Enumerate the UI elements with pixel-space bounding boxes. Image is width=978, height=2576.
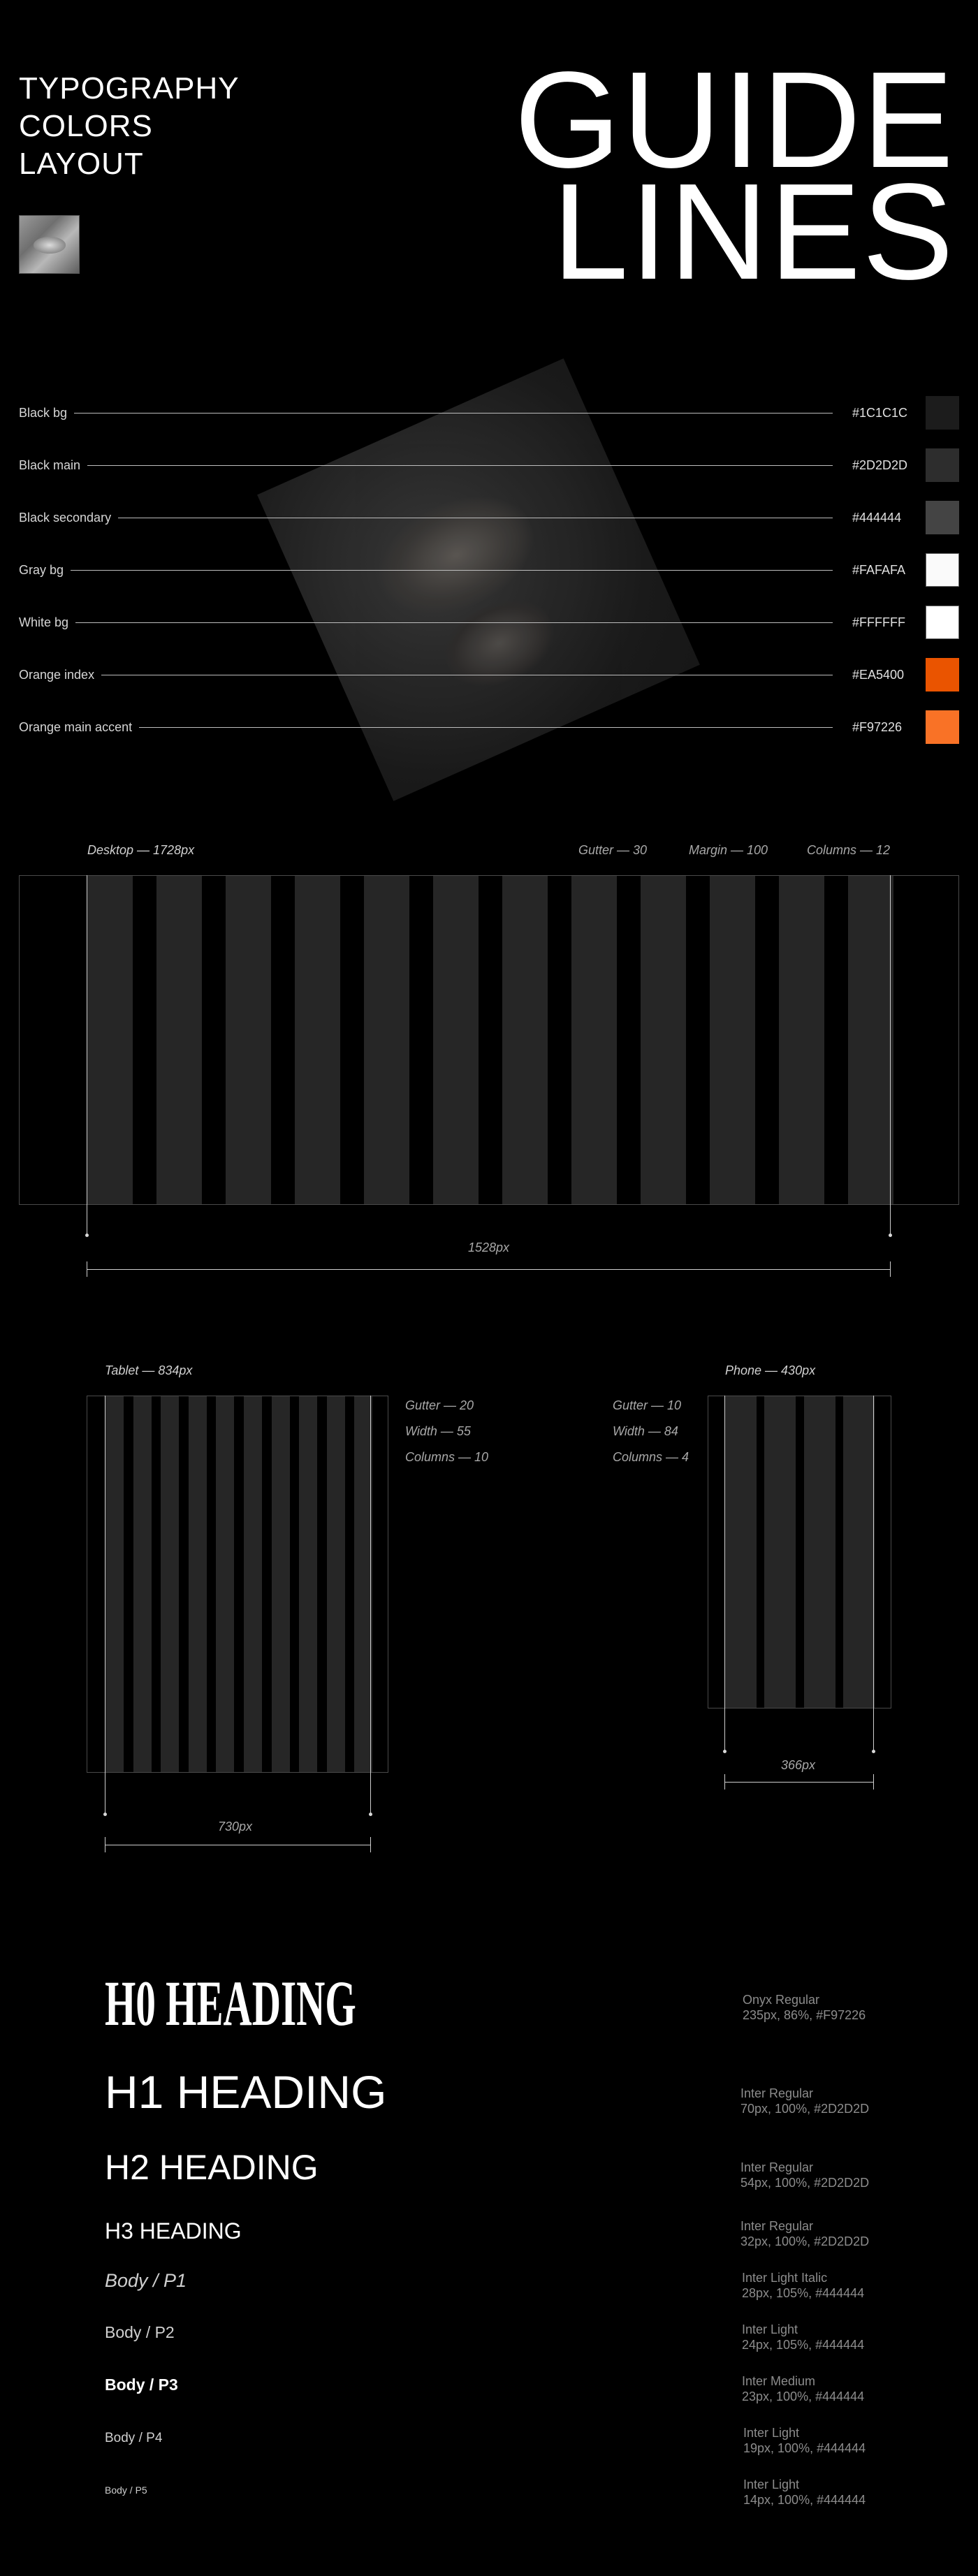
section-nav — [19, 70, 240, 183]
grid-column — [804, 1396, 835, 1708]
phone-right-dot — [872, 1750, 875, 1753]
phone-right-guide — [873, 1396, 874, 1752]
color-name: White bg — [19, 615, 69, 629]
type-spec-details: 28px, 105%, #444444 — [742, 2286, 865, 2300]
color-name: Orange index — [19, 667, 95, 682]
grid-column — [133, 1396, 152, 1772]
type-spec — [740, 2086, 869, 2116]
tablet-width-label: 730px — [218, 1820, 253, 1834]
grid-column — [161, 1396, 179, 1772]
desktop-margin: Margin — 100 — [689, 843, 768, 857]
phone-label: Phone — 430px — [725, 1363, 816, 1377]
color-row — [19, 396, 959, 430]
color-swatch[interactable] — [926, 606, 959, 639]
type-sample: Body / P5 — [105, 2484, 147, 2496]
desktop-gutter: Gutter — 30 — [578, 843, 648, 857]
tablet-right-guide — [370, 1396, 371, 1815]
color-row — [19, 553, 959, 587]
preview-thumbnail[interactable] — [19, 215, 80, 274]
tablet-left-dot — [103, 1813, 107, 1816]
color-hex[interactable]: #F97226 — [852, 719, 903, 734]
phone-grid-frame — [708, 1396, 891, 1708]
type-spec-font: Inter Regular — [740, 2086, 814, 2100]
title-line-guide: GUIDE — [514, 43, 955, 196]
type-spec — [742, 2322, 864, 2352]
color-name: Gray bg — [19, 562, 64, 577]
nav-layout[interactable]: LAYOUT — [19, 147, 144, 181]
desktop-right-guide — [890, 875, 891, 1236]
phone-measure-tick-right — [873, 1774, 874, 1790]
grid-column — [87, 876, 133, 1204]
tablet-grid-frame — [87, 1396, 388, 1773]
grid-column — [843, 1396, 875, 1708]
color-hex[interactable]: #444444 — [852, 510, 902, 525]
grid-column — [641, 876, 686, 1204]
type-spec-font: Onyx Regular — [743, 1993, 820, 2007]
type-sample: Body / P2 — [105, 2323, 175, 2341]
grid-column — [779, 876, 824, 1204]
type-spec — [743, 2477, 866, 2508]
type-sample: Body / P4 — [105, 2431, 163, 2445]
phone-width: Width — 84 — [613, 1424, 678, 1438]
grid-column — [725, 1396, 757, 1708]
color-swatch[interactable] — [926, 396, 959, 430]
type-spec-font: Inter Medium — [742, 2374, 816, 2388]
tablet-gutter: Gutter — 20 — [405, 1398, 474, 1412]
tablet-measure-tick-right — [370, 1837, 371, 1852]
color-name: Orange main accent — [19, 719, 133, 734]
desktop-right-dot — [889, 1234, 892, 1237]
desktop-width-label: 1528px — [468, 1241, 510, 1254]
nav-typography[interactable]: TYPOGRAPHY — [19, 71, 240, 105]
color-row — [19, 501, 959, 534]
color-leader-line — [71, 570, 833, 571]
color-hex[interactable]: #1C1C1C — [852, 405, 908, 420]
color-name: Black bg — [19, 405, 68, 420]
type-spec — [743, 2425, 866, 2456]
type-spec — [743, 1992, 866, 2023]
color-name: Black secondary — [19, 510, 112, 525]
type-sample: Body / P3 — [105, 2376, 178, 2394]
phone-width-label: 366px — [781, 1758, 816, 1772]
type-spec-font: Inter Regular — [740, 2219, 814, 2233]
grid-column — [189, 1396, 207, 1772]
type-spec-details: 54px, 100%, #2D2D2D — [740, 2176, 870, 2190]
phone-measure-tick-left — [724, 1774, 725, 1790]
type-spec-details: 32px, 100%, #2D2D2D — [740, 2234, 870, 2248]
color-swatch[interactable] — [926, 553, 959, 587]
desktop-columns: Columns — 12 — [807, 843, 891, 857]
grid-column — [156, 876, 202, 1204]
type-spec-font: Inter Light — [742, 2322, 798, 2336]
grid-column — [571, 876, 617, 1204]
color-row — [19, 658, 959, 691]
tablet-label: Tablet — 834px — [105, 1363, 193, 1377]
grid-column — [105, 1396, 124, 1772]
phone-measure-line — [724, 1782, 874, 1783]
type-spec-details: 235px, 86%, #F97226 — [743, 2008, 866, 2022]
grid-column — [216, 1396, 234, 1772]
grid-column — [327, 1396, 345, 1772]
tablet-right-dot — [369, 1813, 372, 1816]
grid-column — [433, 876, 479, 1204]
type-sample: Body / P1 — [105, 2270, 187, 2291]
grid-column — [848, 876, 893, 1204]
color-swatch[interactable] — [926, 501, 959, 534]
phone-gutter: Gutter — 10 — [613, 1398, 682, 1412]
phone-left-guide — [724, 1396, 725, 1752]
color-leader-line — [87, 465, 833, 466]
grid-column — [244, 1396, 262, 1772]
color-leader-line — [139, 727, 833, 728]
type-spec-font: Inter Light — [743, 2478, 800, 2491]
grid-column — [295, 876, 340, 1204]
type-sample: H2 HEADING — [105, 2148, 319, 2187]
type-spec — [742, 2270, 864, 2301]
type-spec-details: 14px, 100%, #444444 — [743, 2493, 866, 2507]
type-spec-details: 24px, 105%, #444444 — [742, 2338, 865, 2352]
color-hex[interactable]: #FAFAFA — [852, 562, 906, 577]
color-swatch[interactable] — [926, 710, 959, 744]
grid-column — [710, 876, 755, 1204]
type-sample: H1 HEADING — [105, 2066, 387, 2118]
color-swatch[interactable] — [926, 448, 959, 482]
type-spec-details: 23px, 100%, #444444 — [742, 2390, 865, 2403]
desktop-grid-frame — [19, 875, 959, 1205]
type-spec — [740, 2218, 869, 2249]
color-row — [19, 606, 959, 639]
grid-column — [502, 876, 548, 1204]
color-hex[interactable]: #FFFFFF — [852, 615, 905, 629]
grid-column — [272, 1396, 290, 1772]
desktop-left-dot — [85, 1234, 89, 1237]
type-sample: H3 HEADING — [105, 2218, 242, 2244]
desktop-measure-line — [87, 1269, 891, 1270]
color-row — [19, 710, 959, 744]
grid-column — [364, 876, 409, 1204]
grid-column — [299, 1396, 317, 1772]
color-name: Black main — [19, 458, 81, 472]
type-spec-font: Inter Regular — [740, 2160, 814, 2174]
color-hex[interactable]: #2D2D2D — [852, 458, 908, 472]
grid-column — [226, 876, 271, 1204]
phone-columns: Columns — 4 — [613, 1450, 689, 1464]
type-sample: H0 HEADING — [105, 1968, 356, 2039]
type-spec-font: Inter Light Italic — [742, 2271, 828, 2285]
title-line-lines: LINES — [552, 155, 955, 308]
phone-left-dot — [723, 1750, 727, 1753]
tablet-width: Width — 55 — [405, 1424, 471, 1438]
color-leader-line — [75, 622, 833, 623]
page-title — [514, 43, 955, 308]
desktop-label: Desktop — 1728px — [87, 843, 195, 857]
tablet-columns: Columns — 10 — [405, 1450, 489, 1464]
color-row — [19, 448, 959, 482]
nav-colors[interactable]: COLORS — [19, 109, 153, 143]
type-spec-details: 70px, 100%, #2D2D2D — [740, 2102, 870, 2116]
type-spec-details: 19px, 100%, #444444 — [743, 2441, 866, 2455]
desktop-measure-tick-right — [890, 1261, 891, 1277]
type-spec — [740, 2160, 869, 2190]
color-leader-line — [74, 413, 833, 414]
grid-column — [764, 1396, 796, 1708]
type-spec — [742, 2373, 864, 2404]
color-hex[interactable]: #EA5400 — [852, 667, 905, 682]
color-swatch[interactable] — [926, 658, 959, 691]
type-spec-font: Inter Light — [743, 2426, 800, 2440]
